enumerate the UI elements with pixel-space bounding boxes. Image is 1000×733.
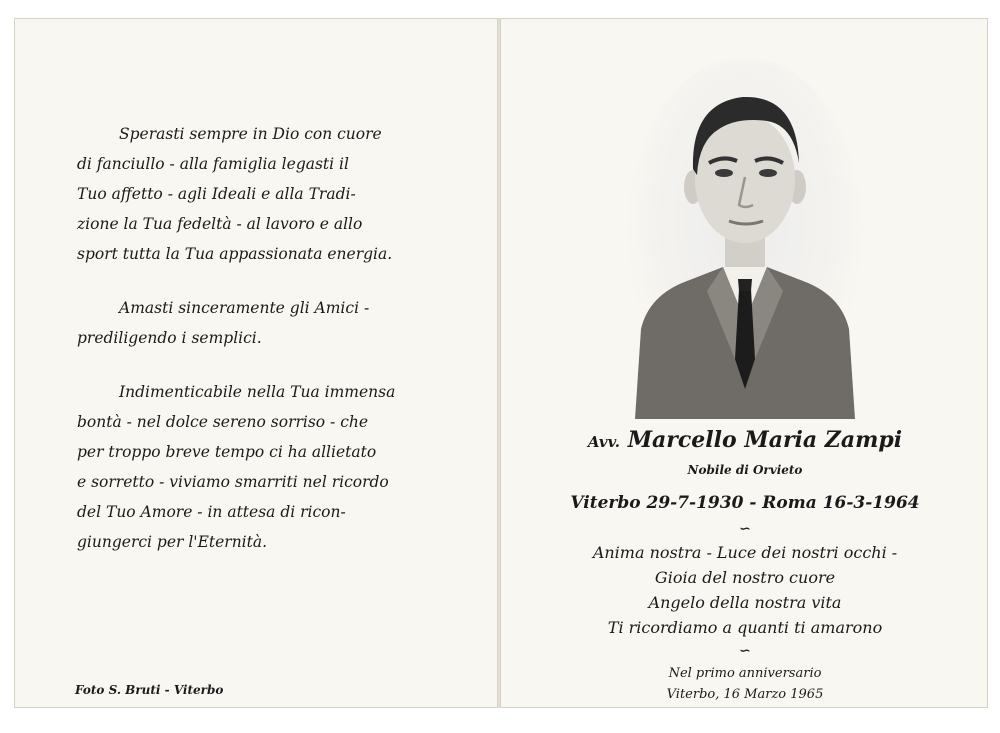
verse-line: Gioia del nostro cuore <box>654 568 836 587</box>
text-line: sport tutta la Tua appassionata energia. <box>77 245 393 263</box>
text-line: prediligendo i semplici. <box>77 329 262 347</box>
text-line: Amasti sinceramente gli Amici - <box>119 299 370 317</box>
text-line: del Tuo Amore - in attesa di ricon- <box>77 503 346 521</box>
deceased-name <box>501 427 989 453</box>
paragraph-1 <box>77 119 392 269</box>
place-date-line: Viterbo, 16 Marzo 1965 <box>666 687 824 702</box>
paragraph-3 <box>77 377 395 557</box>
ornament-divider: ∽ <box>739 521 751 537</box>
text-line: zione la Tua fedeltà - al lavoro e allo <box>77 215 363 233</box>
verse-line: Ti ricordiamo a quanti ti amarono <box>607 618 883 637</box>
full-name: Marcello Maria Zampi <box>627 427 903 453</box>
anniversary-line: Nel primo anniversario <box>668 666 822 681</box>
text-line: di fanciullo - alla famiglia legasti il <box>77 155 349 173</box>
text-line: giungerci per l'Eternità. <box>77 533 268 551</box>
nobility-line: Nobile di Orvieto <box>687 463 803 477</box>
verse-line: Angelo della nostra vita <box>648 593 842 612</box>
text-line: bontà - nel dolce sereno sorriso - che <box>77 413 369 431</box>
text-line: Tuo affetto - agli Ideali e alla Tradi- <box>77 185 356 203</box>
text-line: Sperasti sempre in Dio con cuore <box>119 125 382 143</box>
photo-credit: Foto S. Bruti - Viterbo <box>75 683 224 697</box>
left-page <box>14 18 498 708</box>
title-prefix: Avv. <box>587 433 621 451</box>
portrait-photo <box>627 59 863 419</box>
ornament-divider: ∽ <box>739 643 751 659</box>
verse-line: Anima nostra - Luce dei nostri occhi - <box>592 543 898 562</box>
paragraph-2 <box>77 293 369 353</box>
text-line: e sorretto - viviamo smarriti nel ricordo <box>77 473 389 491</box>
text-line: per troppo breve tempo ci ha allietato <box>77 443 377 461</box>
right-page <box>500 18 988 708</box>
life-dates: Viterbo 29-7-1930 - Roma 16-3-1964 <box>570 493 920 513</box>
text-line: Indimenticabile nella Tua immensa <box>119 383 396 401</box>
portrait-illustration <box>627 59 863 419</box>
